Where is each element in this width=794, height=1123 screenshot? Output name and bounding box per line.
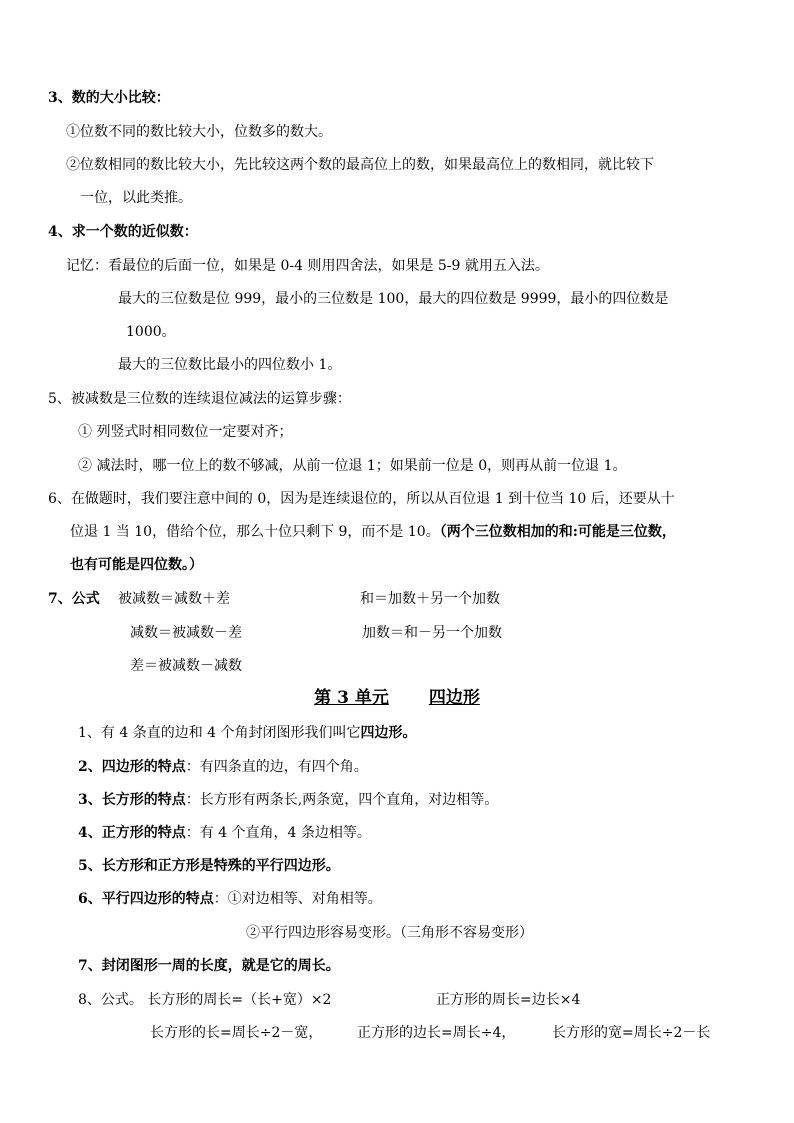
unit-point-7: 7、封闭图形一周的长度，就是它的周长。 (78, 958, 340, 974)
unit-point-8-rect-perimeter: 8、公式。 长方形的周长=（长+宽）×2 (78, 992, 332, 1008)
section-3-item-1: ①位数不同的数比较大小，位数多的数大。 (66, 124, 332, 140)
unit-number: 第 3 单元 (314, 688, 389, 708)
unit-point-5: 5、长方形和正方形是特殊的平行四边形。 (78, 858, 340, 874)
section-6-line-2-text: 位退 1 当 10，借给个位，那么十位只剩下 9，而不是 10。 (70, 524, 440, 540)
formula-addend: 加数＝和－另一个加数 (362, 625, 502, 641)
unit-point-2 (78, 757, 368, 777)
unit-title (0, 686, 794, 710)
formula-sum: 和＝加数＋另一个加数 (360, 591, 500, 607)
unit-point-6-text: ：①对边相等、对角相等。 (213, 891, 382, 907)
section-6-line-1: 6、在做题时，我们要注意中间的 0，因为是连续退位的，所以从百位退 1 到十位当 10 后，还要从十 (48, 491, 675, 507)
unit-point-3-text: ：长方形有两条长,两条宽，四个直角，对边相等。 (185, 792, 499, 808)
unit-point-8-rect-length: 长方形的长=周长÷2－宽， (150, 1025, 323, 1041)
unit-point-8-rect-width: 长方形的宽=周长÷2－长 (552, 1025, 711, 1041)
section-6-line-2 (70, 522, 676, 542)
unit-point-4-term: 4、正方形的特点 (78, 825, 186, 841)
section-4-fact-1: 最大的三位数是位 999，最小的三位数是 100，最大的四位数是 9999，最小的四位数是 (118, 291, 669, 307)
section-3-heading: 3、数的大小比较： (48, 90, 170, 106)
section-7-label: 7、公式 (48, 591, 100, 607)
section-6-line-3: 也有可能是四位数。） (70, 557, 203, 573)
unit-point-3-term: 3、长方形的特点 (78, 792, 186, 808)
unit-point-8-square-side: 正方形的边长=周长÷4， (357, 1025, 516, 1041)
unit-point-4 (78, 823, 371, 843)
unit-point-2-text: ：有四条直的边，有四个角。 (185, 759, 368, 775)
section-5-step-2: ② 减法时，哪一位上的数不够减，从前一位退 1；如果前一位是 0，则再从前一位退 1。 (78, 458, 627, 474)
unit-point-8-square-perimeter: 正方形的周长=边长×4 (436, 992, 581, 1008)
section-5-step-1: ① 列竖式时相同数位一定要对齐； (78, 424, 293, 440)
unit-point-2-term: 2、四边形的特点 (78, 759, 186, 775)
unit-point-4-text: ：有 4 个直角，4 条边相等。 (185, 825, 371, 841)
unit-point-1-term: 四边形。 (360, 725, 417, 741)
section-4-memo: 记忆：看最位的后面一位，如果是 0-4 则用四舍法，如果是 5-9 就用五入法。 (66, 258, 549, 274)
section-4-heading: 4、求一个数的近似数： (48, 224, 198, 240)
unit-point-6-term: 6、平行四边形的特点 (78, 891, 214, 907)
section-5-heading: 5、被减数是三位数的连续退位减法的运算步骤： (48, 391, 351, 407)
unit-name: 四边形 (428, 688, 480, 708)
section-4-fact-1-cont: 1000。 (126, 324, 176, 340)
formula-subtrahend: 减数＝被减数－差 (130, 625, 242, 641)
formula-minuend: 被减数＝减数＋差 (118, 591, 230, 607)
unit-point-1 (78, 723, 417, 743)
unit-point-3 (78, 790, 498, 810)
section-3-item-2: ②位数相同的数比较大小，先比较这两个数的最高位上的数，如果最高位上的数相同，就比较下 (66, 157, 654, 173)
section-6-note: （两个三位数相加的和:可能是三位数， (439, 524, 676, 540)
unit-point-6 (78, 889, 382, 909)
section-3-item-2-cont: 一位，以此类推。 (80, 190, 192, 206)
unit-point-1-text: 1、有 4 条直的边和 4 个角封闭图形我们叫它 (78, 725, 361, 741)
section-4-fact-2: 最大的三位数比最小的四位数小 1。 (118, 357, 342, 373)
unit-point-6-cont: ②平行四边形容易变形。（三角形不容易变形） (246, 925, 533, 941)
formula-difference: 差＝被减数－减数 (130, 658, 242, 674)
